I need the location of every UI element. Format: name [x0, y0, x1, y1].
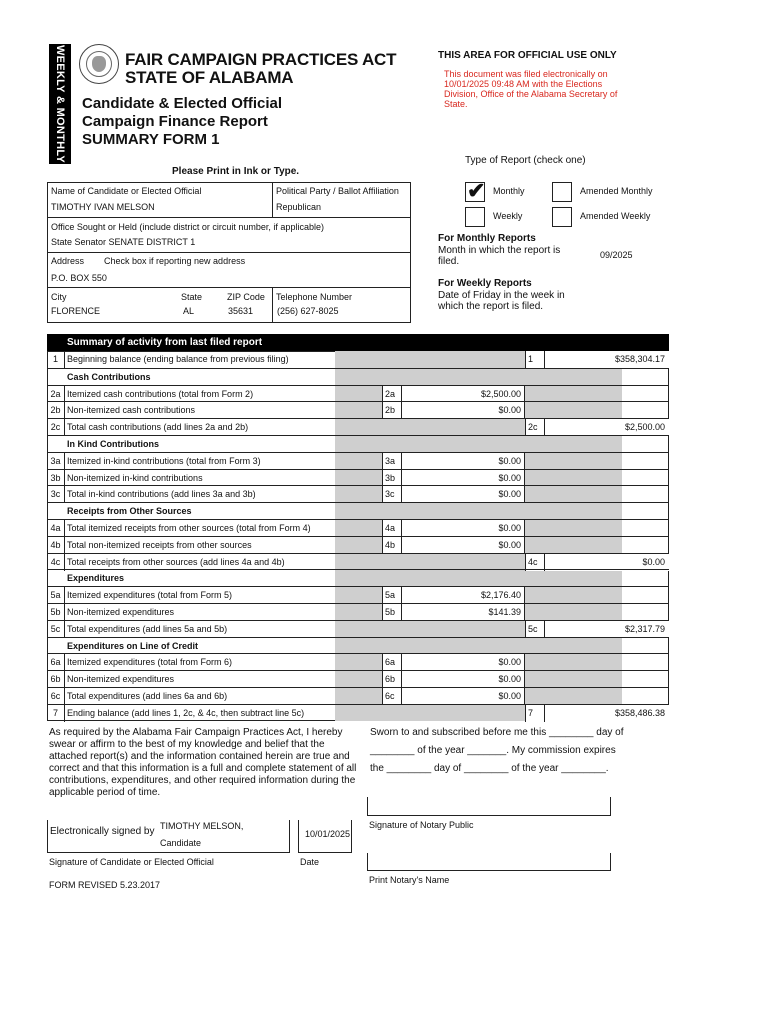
city-value[interactable]: FLORENCE — [51, 306, 101, 316]
summary-section-heading — [47, 502, 669, 519]
candidate-name-label: Name of Candidate or Elected Official — [51, 186, 202, 196]
line-number: 5b — [47, 604, 65, 621]
summary-row — [47, 603, 669, 620]
line-number: 7 — [47, 705, 65, 722]
line-description: Beginning balance (ending balance from previous filing) — [67, 354, 289, 364]
line-ref-label: 6b — [382, 671, 402, 688]
summary-row — [47, 452, 669, 469]
line-description: Ending balance (add lines 1, 2c, & 4c, then subtract line 5c) — [67, 707, 305, 718]
party-label: Political Party / Ballot Affiliation — [276, 186, 399, 196]
line-amount[interactable]: $0.00 — [498, 539, 521, 550]
line-number: 6b — [47, 671, 65, 688]
summary-row — [47, 670, 669, 687]
summary-section-heading — [47, 569, 669, 586]
line-number: 6c — [47, 688, 65, 705]
form-type-banner: WEEKLY & MONTHLY — [49, 44, 71, 164]
form-subtitle-1: Candidate & Elected Official — [82, 95, 283, 112]
line-number: 3a — [47, 453, 65, 470]
total-amount[interactable]: $2,317.79 — [624, 623, 665, 634]
form-subtitle-2: Campaign Finance Report — [82, 113, 268, 130]
address-value[interactable]: P.O. BOX 550 — [51, 273, 107, 283]
line-description: Total in-kind contributions (add lines 3a and 3b) — [67, 489, 256, 500]
amended-weekly-checkbox[interactable] — [552, 207, 572, 227]
weekly-reports-text: Date of Friday in the week in which the report is filed. — [438, 290, 565, 312]
line-amount[interactable]: $2,500.00 — [480, 388, 521, 399]
line-description: Total cash contributions (add lines 2a and 2b) — [67, 422, 249, 433]
office-value[interactable]: State Senator SENATE DISTRICT 1 — [51, 237, 196, 247]
filed-electronically-note: This document was filed electronically on 10/01/2025 09:48 AM with the Elections Division, Office of the Alabama Secretary of State. — [444, 69, 618, 109]
total-amount[interactable]: $0.00 — [642, 556, 665, 567]
summary-section-heading — [47, 435, 669, 452]
summary-row — [47, 519, 669, 536]
line-number: 2a — [47, 386, 65, 403]
section-heading-label: Expenditures — [67, 573, 125, 584]
signer-role: Candidate — [160, 838, 202, 848]
line-ref-label: 2b — [382, 402, 402, 419]
line-ref-label: 6a — [382, 654, 402, 671]
weekly-label: Weekly — [493, 211, 523, 221]
line-ref-label: 4a — [382, 520, 402, 537]
line-description: Total non-itemized receipts from other sources — [67, 539, 252, 550]
summary-section-heading — [47, 637, 669, 654]
candidate-signature-label: Signature of Candidate or Elected Official — [49, 857, 214, 867]
line-amount[interactable]: $0.00 — [498, 657, 521, 668]
form-title-line2: STATE OF ALABAMA — [125, 68, 294, 87]
line-amount[interactable]: $0.00 — [498, 674, 521, 685]
affirmation-text: As required by the Alabama Fair Campaign Practices Act, I hereby swear or affirm to the best of my knowledge and belief that the attached report(s) and the information contained herein are true and correct and that this information is a full and complete statement of all contributions, expenditures, and other required information during the applicable period of time. — [49, 727, 357, 798]
summary-row — [47, 704, 669, 721]
summary-row — [47, 469, 669, 486]
state-seal-icon — [79, 44, 119, 84]
line-amount[interactable]: $0.00 — [498, 405, 521, 416]
line-number: 6a — [47, 654, 65, 671]
summary-row — [47, 653, 669, 670]
line-number: 5c — [47, 621, 65, 638]
amended-monthly-label: Amended Monthly — [580, 186, 653, 196]
line-number: 3c — [47, 486, 65, 503]
line-description: Itemized cash contributions (total from Form 2) — [67, 388, 254, 399]
form-revised: FORM REVISED 5.23.2017 — [49, 880, 161, 890]
office-label: Office Sought or Held (include district or circuit number, if applicable) — [51, 222, 324, 232]
amended-monthly-checkbox[interactable] — [552, 182, 572, 202]
form-subtitle-3: SUMMARY FORM 1 — [82, 131, 220, 148]
signer-name: TIMOTHY MELSON, — [160, 821, 244, 831]
notary-text-line1: Sworn to and subscribed before me this ________ day of — [370, 727, 624, 738]
line-number: 3b — [47, 470, 65, 487]
line-number: 4b — [47, 537, 65, 554]
line-ref-label: 3c — [382, 486, 402, 503]
line-number: 2c — [47, 419, 65, 436]
monthly-reports-text: Month in which the report is filed. — [438, 245, 561, 267]
section-heading-label: In Kind Contributions — [67, 439, 159, 449]
report-type-label: Type of Report (check one) — [465, 155, 586, 166]
summary-row — [47, 620, 669, 637]
line-description: Total receipts from other sources (add lines 4a and 4b) — [67, 556, 285, 567]
line-ref-label: 3a — [382, 453, 402, 470]
new-address-checkbox-label[interactable]: Check box if reporting new address — [104, 256, 246, 266]
monthly-label: Monthly — [493, 186, 525, 196]
line-number: 1 — [47, 351, 65, 368]
monthly-reports-title: For Monthly Reports — [438, 233, 536, 244]
line-ref-label: 2a — [382, 386, 402, 403]
summary-row — [47, 586, 669, 603]
line-amount[interactable]: $2,176.40 — [480, 590, 521, 601]
line-description: Itemized in-kind contributions (total from Form 3) — [67, 455, 261, 466]
total-amount[interactable]: $2,500.00 — [624, 422, 665, 433]
amended-weekly-label: Amended Weekly — [580, 211, 651, 221]
line-number: 5a — [47, 587, 65, 604]
summary-row — [47, 401, 669, 418]
signature-date-value: 10/01/2025 — [305, 829, 351, 839]
total-amount[interactable]: $358,486.38 — [614, 707, 665, 718]
section-heading-label: Receipts from Other Sources — [67, 506, 192, 517]
esigned-label: Electronically signed by — [50, 826, 155, 837]
line-amount[interactable]: $0.00 — [498, 455, 521, 466]
line-amount[interactable]: $0.00 — [498, 489, 521, 500]
total-amount[interactable]: $358,304.17 — [614, 354, 665, 364]
line-amount[interactable]: $0.00 — [498, 472, 521, 483]
line-number: 2b — [47, 402, 65, 419]
line-ref-label: 4b — [382, 537, 402, 554]
summary-row — [47, 553, 669, 570]
zip-label: ZIP Code — [227, 292, 265, 302]
notary-text-line2: ________ of the year _______. My commission expires — [370, 745, 616, 756]
notary-name-field[interactable] — [367, 853, 611, 871]
zip-value[interactable]: 35631 — [228, 306, 254, 316]
line-description: Itemized expenditures (total from Form 5) — [67, 590, 233, 601]
section-heading-label: Expenditures on Line of Credit — [67, 640, 199, 651]
total-ref-label: 1 — [525, 351, 545, 368]
line-description: Non-itemized expenditures — [67, 674, 175, 685]
line-description: Non-itemized expenditures — [67, 607, 175, 617]
checkmark-icon: ✔ — [467, 178, 486, 203]
total-ref-label: 5c — [525, 621, 545, 638]
line-description: Total expenditures (add lines 5a and 5b) — [67, 623, 228, 634]
line-number: 4a — [47, 520, 65, 537]
line-ref-label: 5b — [382, 604, 402, 621]
line-number: 4c — [47, 554, 65, 571]
signature-date-label: Date — [300, 857, 320, 867]
official-use-title: THIS AREA FOR OFFICIAL USE ONLY — [438, 50, 617, 61]
party-value[interactable]: Republican — [276, 202, 322, 212]
summary-row — [47, 351, 669, 368]
summary-section-heading — [47, 368, 669, 385]
summary-row — [47, 485, 669, 502]
line-ref-label: 3b — [382, 470, 402, 487]
state-label: State — [181, 292, 203, 302]
weekly-checkbox[interactable] — [465, 207, 485, 227]
form-title-line1: FAIR CAMPAIGN PRACTICES ACT — [125, 50, 397, 69]
line-ref-label: 6c — [382, 688, 402, 705]
summary-row — [47, 418, 669, 435]
line-description: Itemized expenditures (total from Form 6) — [67, 657, 233, 668]
total-ref-label: 7 — [525, 705, 545, 722]
line-description: Total itemized receipts from other sources (total from Form 4) — [67, 523, 311, 533]
monthly-checkbox[interactable] — [465, 178, 486, 203]
notary-text-line3: the ________ day of ________ of the year ________. — [370, 763, 609, 774]
total-ref-label: 4c — [525, 554, 545, 571]
summary-row — [47, 385, 669, 402]
line-amount[interactable]: $0.00 — [498, 523, 521, 533]
line-amount[interactable]: $0.00 — [498, 691, 521, 701]
line-description: Total expenditures (add lines 6a and 6b) — [67, 691, 228, 701]
print-note: Please Print in Ink or Type. — [172, 166, 300, 177]
section-heading-label: Cash Contributions — [67, 371, 151, 382]
phone-value[interactable]: (256) 627-8025 — [277, 306, 339, 316]
candidate-name-value[interactable]: TIMOTHY IVAN MELSON — [51, 202, 155, 212]
phone-label: Telephone Number — [276, 292, 353, 302]
notary-signature-label: Signature of Notary Public — [369, 820, 474, 830]
line-ref-label: 5a — [382, 587, 402, 604]
report-month-value[interactable]: 09/2025 — [600, 250, 633, 260]
address-label: Address — [51, 256, 85, 266]
weekly-reports-title: For Weekly Reports — [438, 278, 532, 289]
summary-header: Summary of activity from last filed report — [47, 334, 669, 351]
state-value[interactable]: AL — [183, 306, 195, 316]
line-amount[interactable]: $141.39 — [488, 607, 521, 617]
line-description: Non-itemized cash contributions — [67, 405, 196, 416]
total-ref-label: 2c — [525, 419, 545, 436]
notary-name-label: Print Notary's Name — [369, 875, 450, 885]
line-description: Non-itemized in-kind contributions — [67, 472, 203, 483]
summary-row — [47, 536, 669, 553]
summary-row — [47, 687, 669, 704]
city-label: City — [51, 292, 67, 302]
